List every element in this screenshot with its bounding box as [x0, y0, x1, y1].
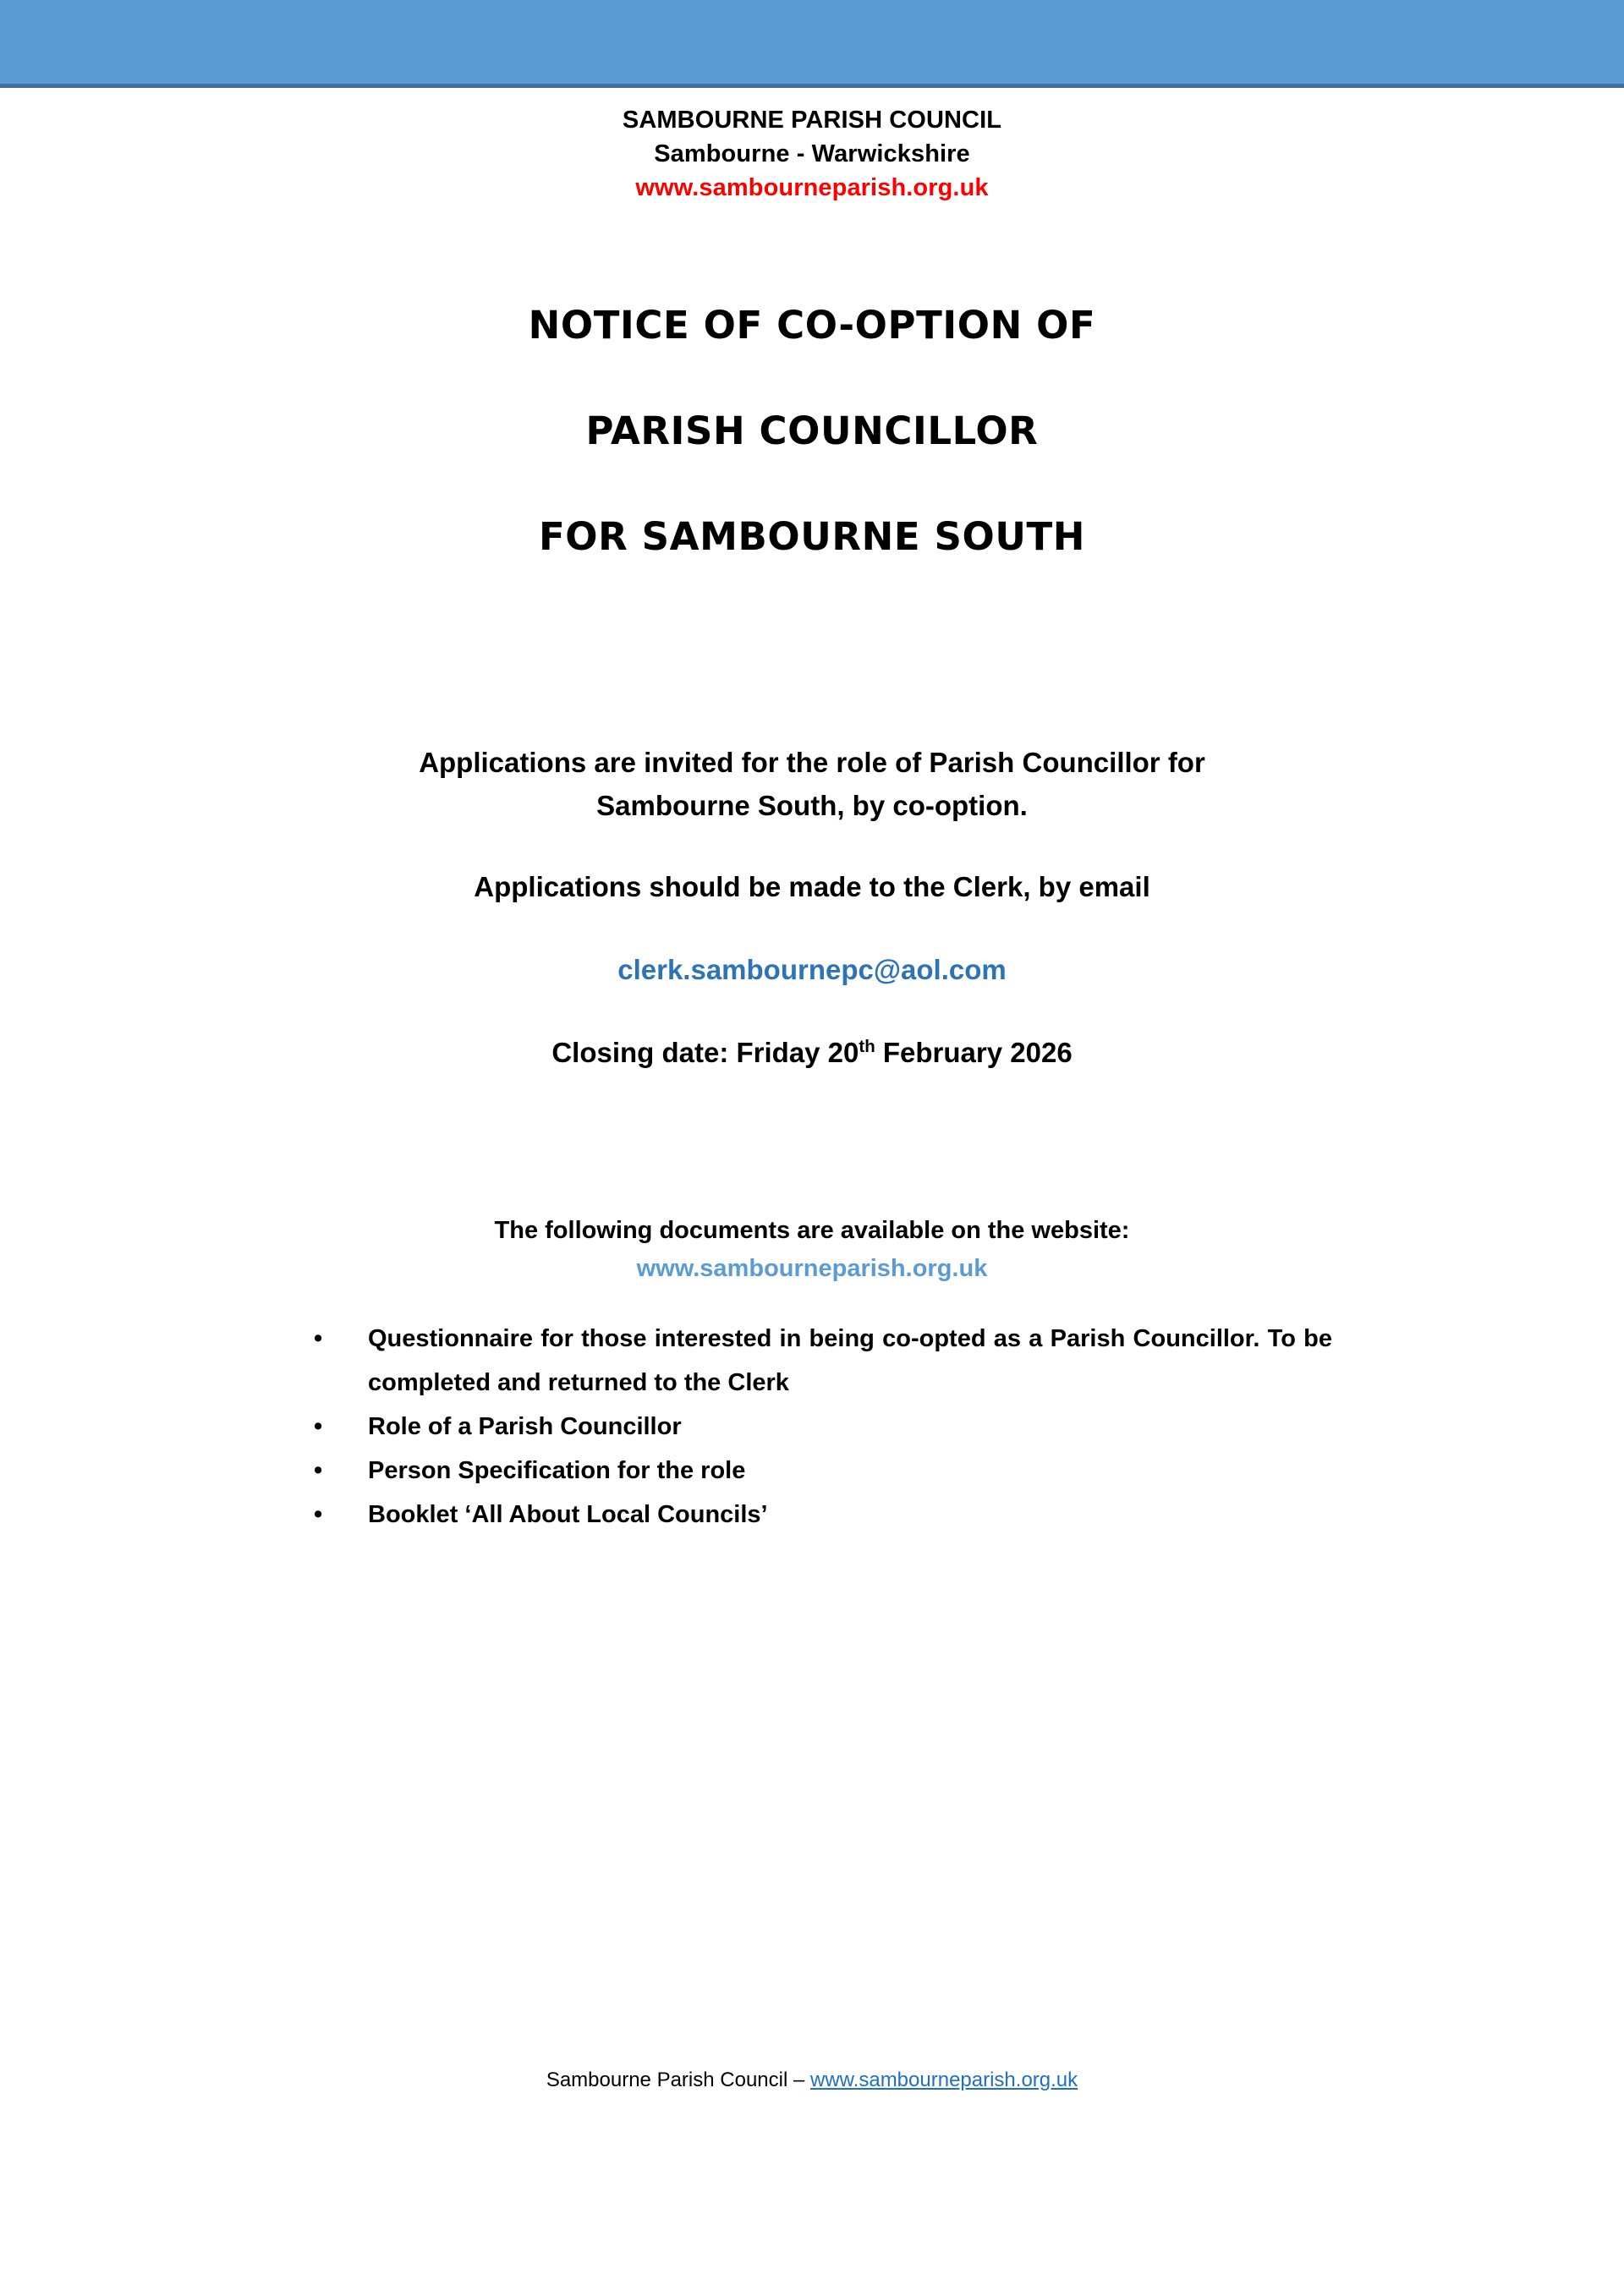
- bullet-icon: •: [314, 1325, 323, 1352]
- closing-date-rest: February 2026: [875, 1037, 1073, 1068]
- list-item: [207, 1317, 1417, 1405]
- list-item-label: Questionnaire for those interested in being co-opted as a Parish Councillor. To be completed and returned to the Clerk: [368, 1325, 1332, 1396]
- list-item: [207, 1405, 1417, 1449]
- footer-text: Sambourne Parish Council –: [546, 2069, 810, 2091]
- page-title: [207, 302, 1417, 561]
- clerk-email-link[interactable]: clerk.sambournepc@aol.com: [617, 954, 1007, 985]
- list-item: [207, 1449, 1417, 1493]
- list-item-label: Role of a Parish Councillor: [368, 1413, 682, 1440]
- page-content: [207, 88, 1417, 1537]
- documents-list: [207, 1317, 1417, 1537]
- bullet-icon: •: [314, 1457, 323, 1484]
- list-item-label: Booklet ‘All About Local Councils’: [368, 1501, 768, 1528]
- page-title-line-2: PARISH COUNCILLOR: [585, 408, 1039, 453]
- closing-date-label: Closing date: Friday 20: [551, 1037, 859, 1068]
- letterhead-location: Sambourne - Warwickshire: [654, 140, 970, 167]
- page-title-line-1: NOTICE OF CO-OPTION OF: [528, 303, 1096, 348]
- page-footer: [0, 2066, 1624, 2095]
- documents-heading: The following documents are available on the website:: [494, 1217, 1130, 1244]
- list-item-label: Person Specification for the role: [368, 1457, 746, 1484]
- closing-date-ordinal: th: [859, 1037, 875, 1056]
- footer-website-link[interactable]: www.sambourneparish.org.uk: [810, 2069, 1078, 2091]
- submit-instruction: Applications should be made to the Clerk, by email: [474, 871, 1150, 902]
- intro-paragraph: Applications are invited for the role of Parish Councillor for Sambourne South, by co-option.: [419, 747, 1205, 821]
- page-title-line-3: FOR SAMBOURNE SOUTH: [538, 514, 1086, 559]
- bullet-icon: •: [314, 1413, 323, 1440]
- bullet-icon: •: [314, 1501, 323, 1528]
- documents-website-link[interactable]: www.sambourneparish.org.uk: [636, 1255, 988, 1282]
- letterhead-organisation: SAMBOURNE PARISH COUNCIL: [622, 107, 1002, 134]
- top-blue-banner: [0, 0, 1624, 88]
- letterhead: [207, 88, 1417, 205]
- closing-date: [207, 1031, 1417, 1074]
- letterhead-website: www.sambourneparish.org.uk: [635, 174, 989, 201]
- list-item: [207, 1493, 1417, 1537]
- document-page: [0, 88, 1624, 1537]
